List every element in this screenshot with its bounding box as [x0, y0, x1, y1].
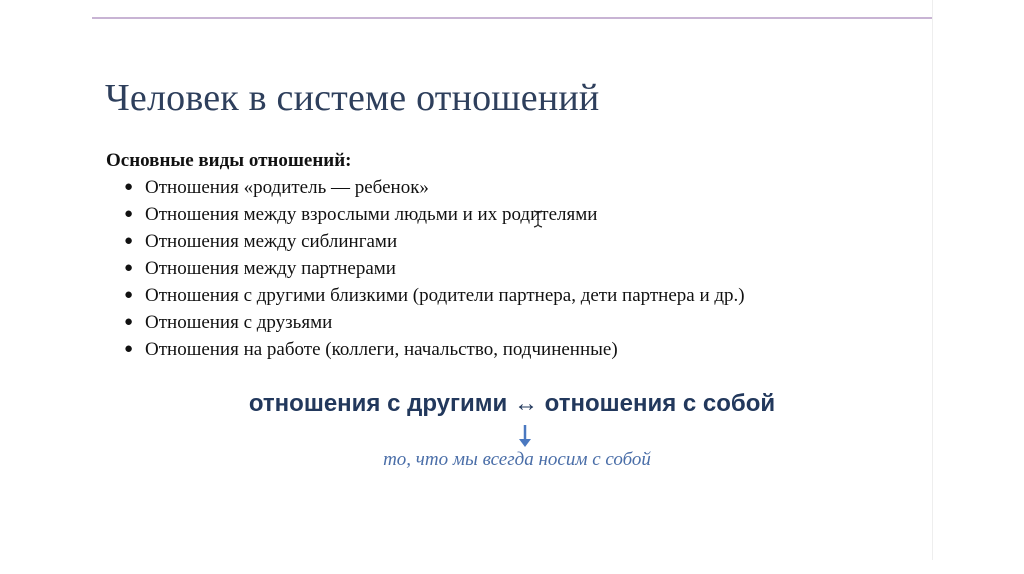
section-heading: Основные виды отношений:: [106, 150, 352, 171]
text-cursor-icon: [533, 210, 543, 228]
relation-right: отношения с собой: [544, 390, 776, 417]
bullet-text: Отношения между сиблингами: [145, 231, 398, 252]
bullet-text: Отношения с другими близкими (родители партнера, дети партнера и др.): [145, 285, 745, 306]
bullet-dot-icon: ●: [124, 341, 134, 357]
bullet-dot-icon: ●: [124, 260, 134, 276]
bullet-text: Отношения между взрослыми людьми и их родителями: [145, 204, 598, 225]
relation-left: отношения с другими: [248, 390, 508, 417]
top-rule: [92, 17, 932, 19]
caption: то, что мы всегда носим с собой: [383, 449, 651, 470]
bullet-text: Отношения на работе (коллеги, начальство, подчиненные): [145, 339, 618, 360]
bullet-dot-icon: ●: [124, 179, 134, 195]
relation-line: [0, 390, 1024, 418]
bullet-dot-icon: ●: [124, 287, 134, 303]
bullet-dot-icon: ●: [124, 314, 134, 330]
bullet-text: Отношения «родитель — ребенок»: [145, 177, 429, 198]
slide-title: Человек в системе отношений: [105, 77, 600, 119]
arrow-down-icon: [518, 424, 532, 448]
bullet-text: Отношения с друзьями: [145, 312, 333, 333]
bullet-dot-icon: ●: [124, 206, 134, 222]
bullet-dot-icon: ●: [124, 233, 134, 249]
relation-symbol: ↔: [513, 390, 538, 417]
bullet-text: Отношения между партнерами: [145, 258, 396, 279]
